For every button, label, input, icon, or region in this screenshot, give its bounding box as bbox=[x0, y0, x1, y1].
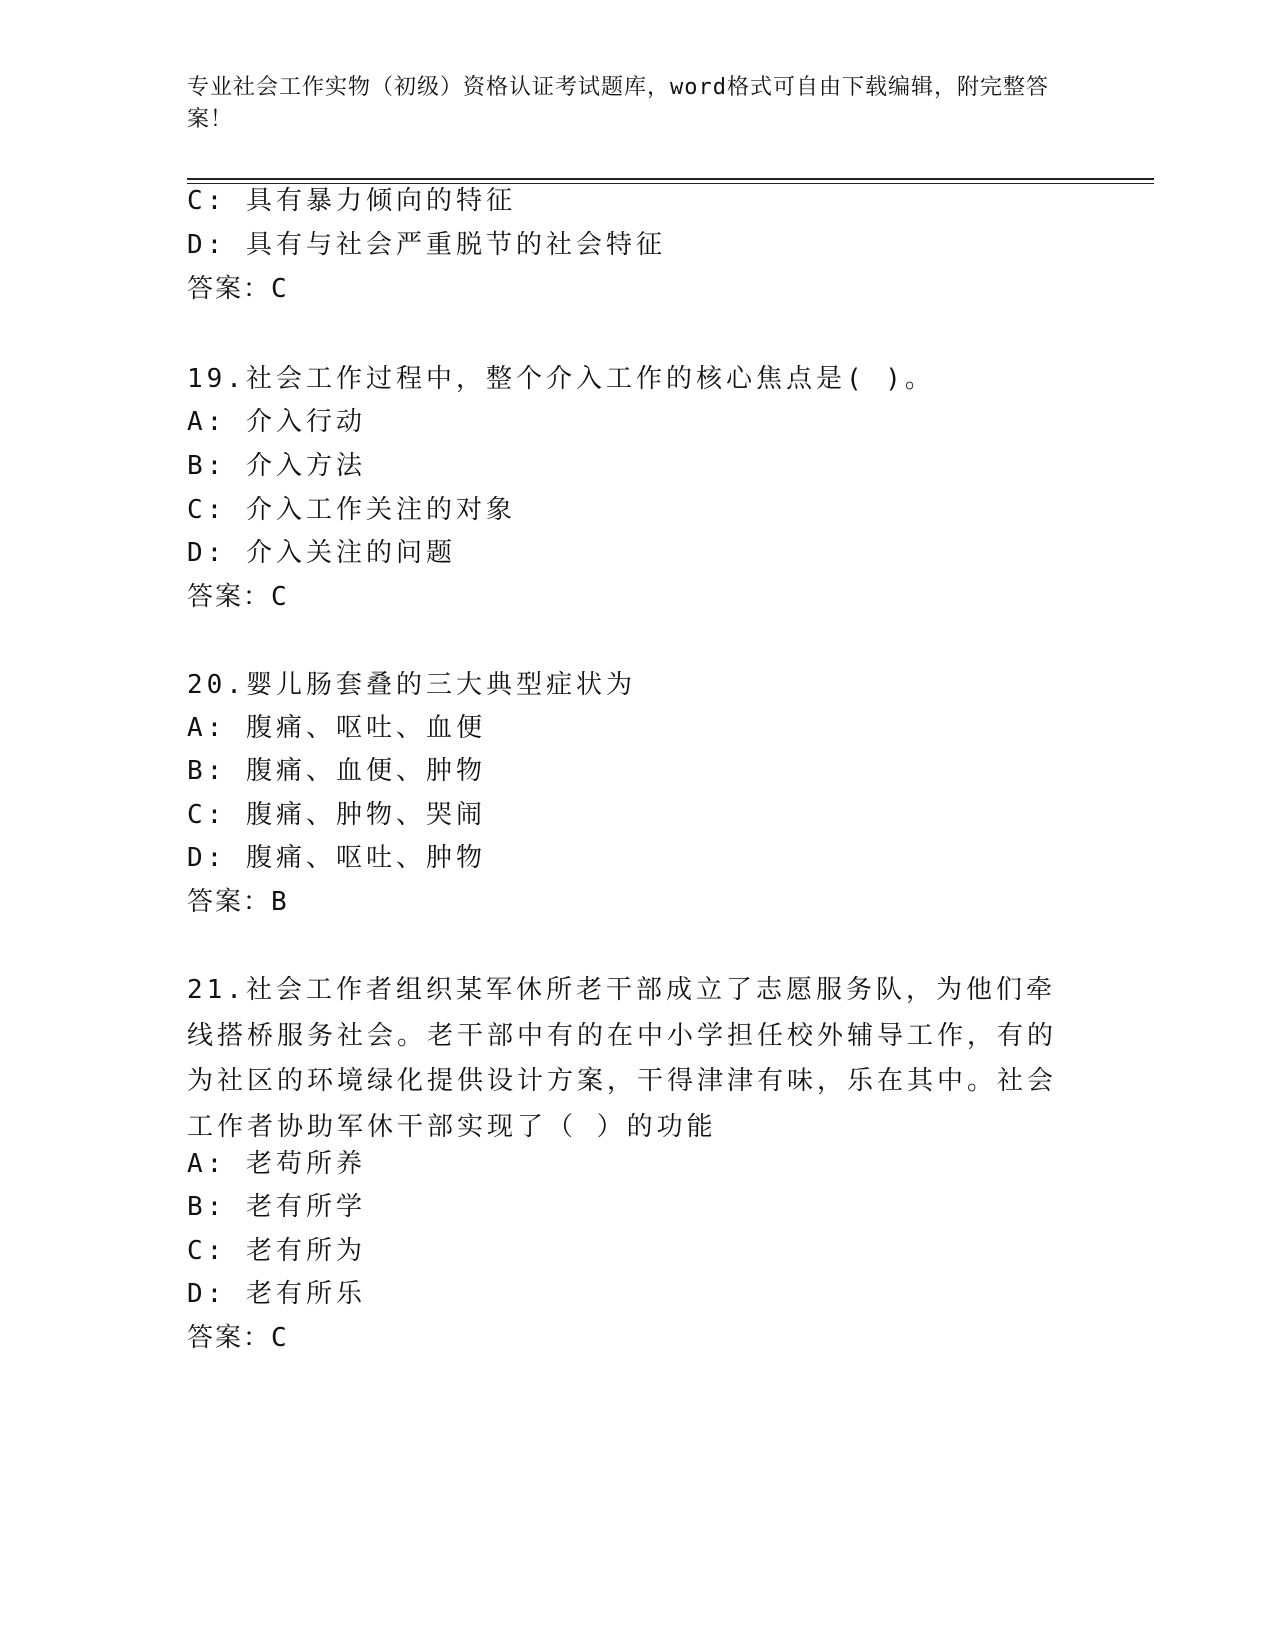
q21-option-b: B: 老有所学 bbox=[187, 1192, 366, 1222]
q21-option-d: D: 老有所乐 bbox=[187, 1279, 366, 1309]
q19-option-c: C: 介入工作关注的对象 bbox=[187, 495, 516, 525]
q19-option-a: A: 介入行动 bbox=[187, 407, 366, 437]
header-divider bbox=[187, 178, 1154, 180]
q18-option-c: C: 具有暴力倾向的特征 bbox=[187, 186, 516, 216]
q20-stem: 20.婴儿肠套叠的三大典型症状为 bbox=[187, 670, 636, 700]
q20-option-a: A: 腹痛、呕吐、血便 bbox=[187, 713, 486, 743]
q19-answer: 答案：C bbox=[187, 582, 289, 612]
q21-option-a: A: 老苟所养 bbox=[187, 1149, 366, 1179]
q19-option-d: D: 介入关注的问题 bbox=[187, 538, 456, 568]
q20-option-c: C: 腹痛、肿物、哭闹 bbox=[187, 800, 486, 830]
q19-option-b: B: 介入方法 bbox=[187, 451, 366, 481]
q20-option-d: D: 腹痛、呕吐、肿物 bbox=[187, 843, 486, 873]
q18-answer: 答案：C bbox=[187, 274, 289, 304]
q18-option-d: D: 具有与社会严重脱节的社会特征 bbox=[187, 230, 666, 260]
q21-stem: 21.社会工作者组织某军休所老干部成立了志愿服务队，为他们牵线搭桥服务社会。老干部中有的在中小学担任校外辅导工作，有的为社区的环境绿化提供设计方案，干得津津有味，乐在其中。社会工作者协助军休干部实现了（ ）的功能 bbox=[187, 975, 1058, 1142]
q21-answer: 答案：C bbox=[187, 1323, 289, 1353]
page-header: 专业社会工作实物（初级）资格认证考试题库，word格式可自由下载编辑，附完整答案！ bbox=[187, 75, 1049, 132]
q21-option-c: C: 老有所为 bbox=[187, 1236, 366, 1266]
q19-stem: 19.社会工作过程中，整个介入工作的核心焦点是( )。 bbox=[187, 364, 935, 394]
q20-answer: 答案：B bbox=[187, 887, 289, 917]
q20-option-b: B: 腹痛、血便、肿物 bbox=[187, 756, 486, 786]
